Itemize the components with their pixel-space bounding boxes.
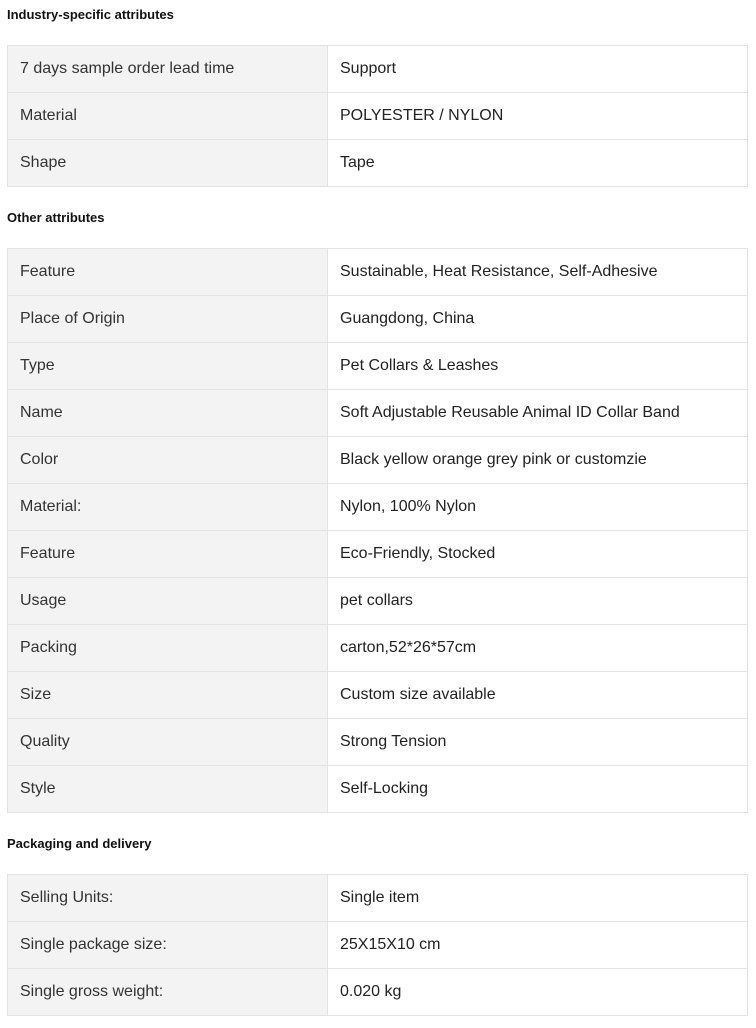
attribute-value: Eco-Friendly, Stocked	[328, 531, 748, 578]
table-row	[8, 390, 748, 437]
table-row	[8, 140, 748, 187]
attribute-value: Single item	[328, 875, 748, 922]
table-row	[8, 875, 748, 922]
attribute-key: Single package size:	[8, 922, 328, 969]
table-row	[8, 249, 748, 296]
attribute-key: Selling Units:	[8, 875, 328, 922]
attribute-value: Pet Collars & Leashes	[328, 343, 748, 390]
attribute-value: 25X15X10 cm	[328, 922, 748, 969]
attribute-key: Material	[8, 93, 328, 140]
table-row	[8, 437, 748, 484]
table-row	[8, 46, 748, 93]
attribute-key: Quality	[8, 719, 328, 766]
section-title: Packaging and delivery	[7, 836, 152, 851]
attribute-value: Black yellow orange grey pink or customzie	[328, 437, 748, 484]
attribute-value: 0.020 kg	[328, 969, 748, 1016]
table-row	[8, 766, 748, 813]
attribute-value: Soft Adjustable Reusable Animal ID Collar Band	[328, 390, 748, 437]
attribute-key: Packing	[8, 625, 328, 672]
attribute-value: pet collars	[328, 578, 748, 625]
attributes-table	[7, 45, 748, 187]
attribute-value: Sustainable, Heat Resistance, Self-Adhesive	[328, 249, 748, 296]
table-row	[8, 531, 748, 578]
attribute-key: 7 days sample order lead time	[8, 46, 328, 93]
section-title: Industry-specific attributes	[7, 7, 174, 22]
table-row	[8, 343, 748, 390]
table-row	[8, 625, 748, 672]
attributes-table	[7, 874, 748, 1016]
attribute-value: Custom size available	[328, 672, 748, 719]
table-row	[8, 969, 748, 1016]
attribute-value: Tape	[328, 140, 748, 187]
attribute-value: Strong Tension	[328, 719, 748, 766]
attribute-value: carton,52*26*57cm	[328, 625, 748, 672]
attribute-value: Guangdong, China	[328, 296, 748, 343]
table-row	[8, 922, 748, 969]
attribute-value: Support	[328, 46, 748, 93]
attribute-value: Nylon, 100% Nylon	[328, 484, 748, 531]
attribute-key: Color	[8, 437, 328, 484]
attribute-key: Name	[8, 390, 328, 437]
section-industry-attributes	[7, 5, 748, 187]
attribute-key: Usage	[8, 578, 328, 625]
table-row	[8, 672, 748, 719]
table-row	[8, 93, 748, 140]
attribute-key: Place of Origin	[8, 296, 328, 343]
attributes-table	[7, 248, 748, 813]
attribute-key: Single gross weight:	[8, 969, 328, 1016]
attribute-key: Style	[8, 766, 328, 813]
attribute-key: Shape	[8, 140, 328, 187]
attribute-key: Feature	[8, 249, 328, 296]
attribute-key: Type	[8, 343, 328, 390]
attribute-key: Material:	[8, 484, 328, 531]
attribute-value: Self-Locking	[328, 766, 748, 813]
section-title: Other attributes	[7, 210, 105, 225]
attribute-key: Feature	[8, 531, 328, 578]
section-packaging-delivery	[7, 834, 748, 1016]
section-other-attributes	[7, 208, 748, 813]
attribute-value: POLYESTER / NYLON	[328, 93, 748, 140]
table-row	[8, 719, 748, 766]
table-row	[8, 296, 748, 343]
table-row	[8, 484, 748, 531]
attribute-key: Size	[8, 672, 328, 719]
table-row	[8, 578, 748, 625]
